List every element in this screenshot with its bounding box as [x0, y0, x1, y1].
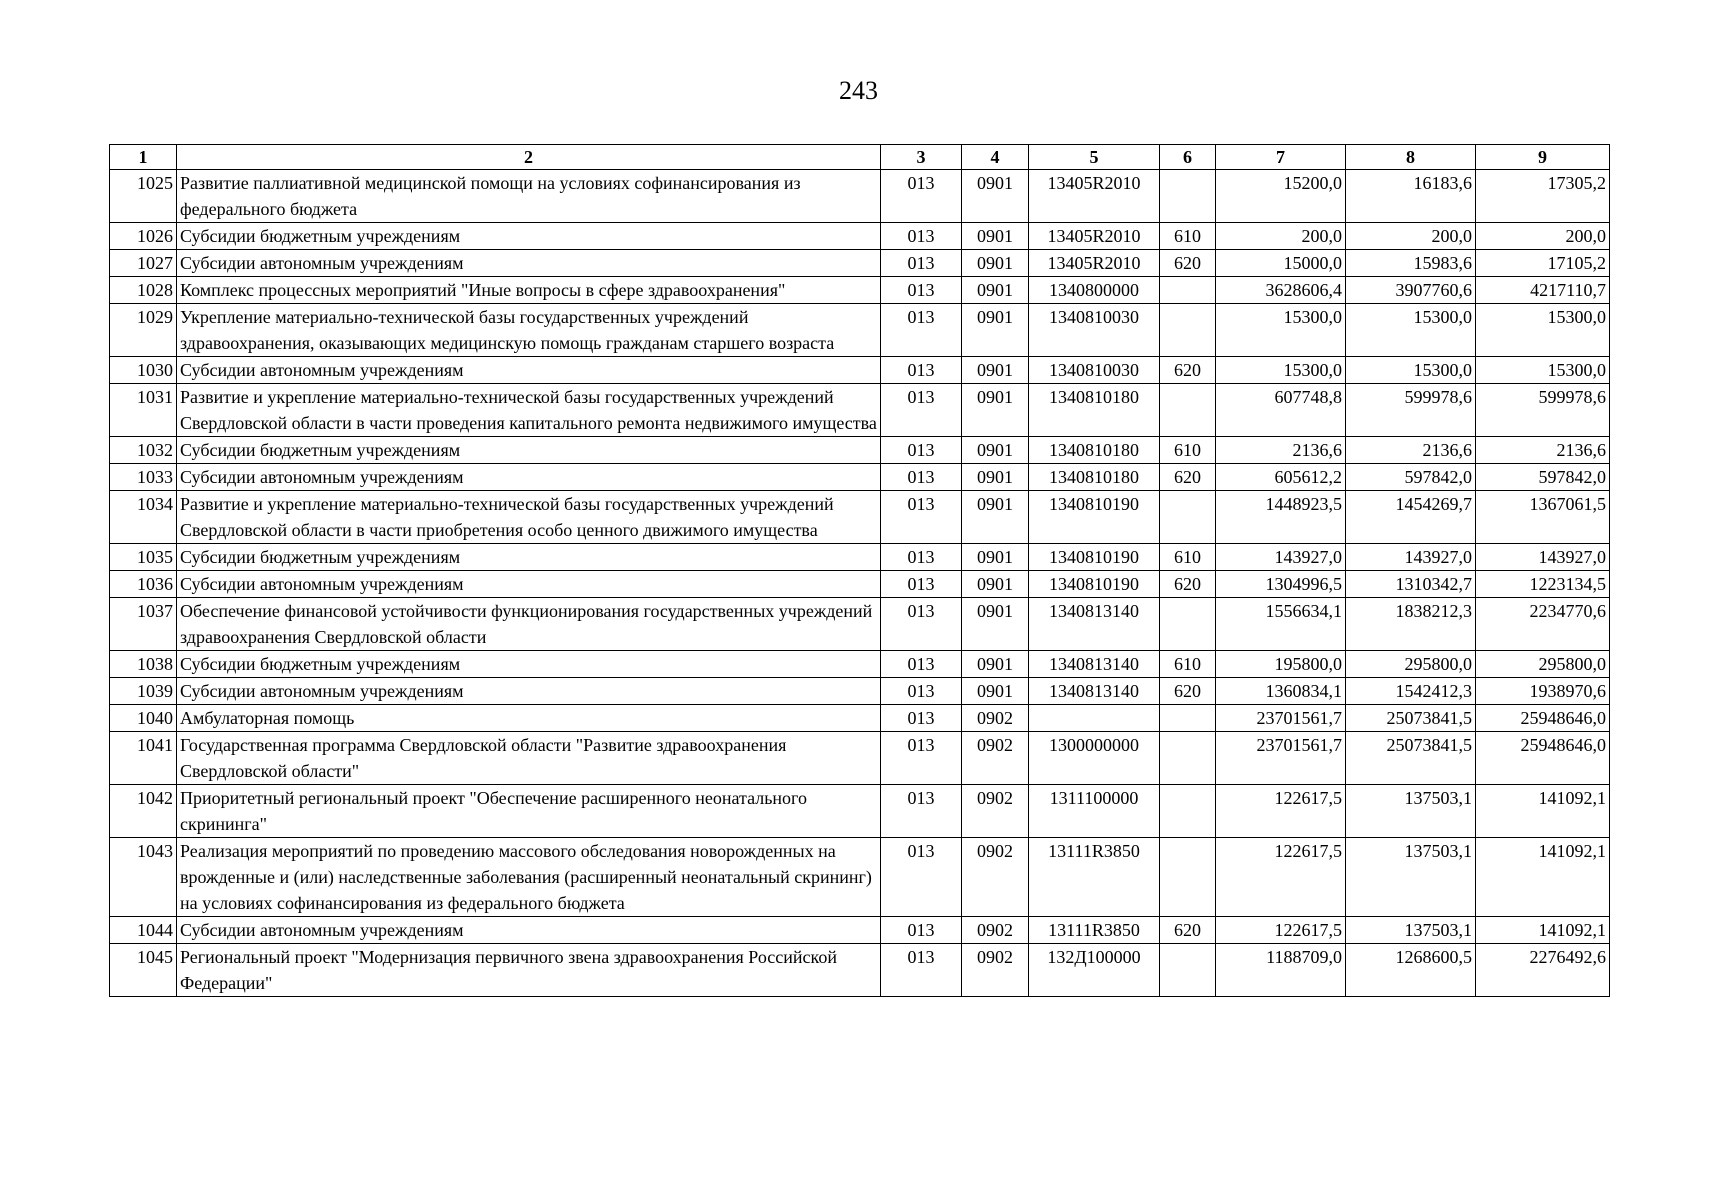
- table-header-row: [110, 145, 1610, 170]
- row-number: 1030: [110, 357, 177, 384]
- row-name: Развитие паллиативной медицинской помощи на условиях софинансирования из федерального бюджета: [177, 170, 881, 223]
- row-name: Развитие и укрепление материально-технической базы государственных учреждений Свердловской области в части приобретения особо ценного движимого имущества: [177, 491, 881, 544]
- amount-col7: 195800,0: [1216, 651, 1346, 678]
- amount-col8: 137503,1: [1346, 785, 1476, 838]
- code-ministry: 013: [881, 944, 962, 997]
- table-row: [110, 678, 1610, 705]
- code-target: 13111R3850: [1029, 917, 1160, 944]
- code-expense-type: 610: [1160, 437, 1216, 464]
- code-ministry: 013: [881, 304, 962, 357]
- amount-col7: 122617,5: [1216, 917, 1346, 944]
- row-number: 1032: [110, 437, 177, 464]
- row-name: Приоритетный региональный проект "Обеспечение расширенного неонатального скрининга": [177, 785, 881, 838]
- code-section: 0901: [962, 491, 1029, 544]
- code-expense-type: 610: [1160, 651, 1216, 678]
- row-name: Комплекс процессных мероприятий "Иные вопросы в сфере здравоохранения": [177, 277, 881, 304]
- code-section: 0902: [962, 732, 1029, 785]
- code-expense-type: [1160, 170, 1216, 223]
- amount-col8: 15983,6: [1346, 250, 1476, 277]
- table-row: [110, 464, 1610, 491]
- amount-col9: 141092,1: [1476, 785, 1610, 838]
- code-expense-type: [1160, 944, 1216, 997]
- amount-col7: 1556634,1: [1216, 598, 1346, 651]
- code-expense-type: [1160, 491, 1216, 544]
- column-header: 1: [110, 145, 177, 170]
- column-header: 9: [1476, 145, 1610, 170]
- amount-col9: 25948646,0: [1476, 732, 1610, 785]
- code-section: 0901: [962, 437, 1029, 464]
- amount-col8: 25073841,5: [1346, 705, 1476, 732]
- row-number: 1028: [110, 277, 177, 304]
- code-ministry: 013: [881, 838, 962, 917]
- amount-col7: 200,0: [1216, 223, 1346, 250]
- column-header: 3: [881, 145, 962, 170]
- code-ministry: 013: [881, 917, 962, 944]
- amount-col9: 1938970,6: [1476, 678, 1610, 705]
- code-target: 13405R2010: [1029, 250, 1160, 277]
- column-header: 7: [1216, 145, 1346, 170]
- table-row: [110, 250, 1610, 277]
- row-number: 1038: [110, 651, 177, 678]
- code-expense-type: [1160, 304, 1216, 357]
- amount-col7: 122617,5: [1216, 785, 1346, 838]
- amount-col8: 1454269,7: [1346, 491, 1476, 544]
- code-target: 13111R3850: [1029, 838, 1160, 917]
- amount-col7: 1448923,5: [1216, 491, 1346, 544]
- row-name: Субсидии автономным учреждениям: [177, 464, 881, 491]
- amount-col8: 599978,6: [1346, 384, 1476, 437]
- table-row: [110, 598, 1610, 651]
- row-number: 1025: [110, 170, 177, 223]
- column-header: 6: [1160, 145, 1216, 170]
- row-number: 1040: [110, 705, 177, 732]
- code-section: 0901: [962, 598, 1029, 651]
- code-ministry: 013: [881, 437, 962, 464]
- amount-col7: 23701561,7: [1216, 732, 1346, 785]
- table-row: [110, 944, 1610, 997]
- code-section: 0901: [962, 304, 1029, 357]
- code-target: 1340813140: [1029, 651, 1160, 678]
- amount-col9: 15300,0: [1476, 357, 1610, 384]
- table-row: [110, 785, 1610, 838]
- code-target: 13405R2010: [1029, 170, 1160, 223]
- row-number: 1034: [110, 491, 177, 544]
- amount-col9: 141092,1: [1476, 917, 1610, 944]
- code-expense-type: [1160, 732, 1216, 785]
- code-ministry: 013: [881, 277, 962, 304]
- budget-table: [109, 144, 1610, 997]
- code-section: 0902: [962, 705, 1029, 732]
- code-expense-type: 620: [1160, 464, 1216, 491]
- code-target: 1340810190: [1029, 544, 1160, 571]
- code-expense-type: 620: [1160, 917, 1216, 944]
- code-ministry: 013: [881, 384, 962, 437]
- code-target: 1340810180: [1029, 437, 1160, 464]
- code-section: 0901: [962, 678, 1029, 705]
- amount-col9: 1223134,5: [1476, 571, 1610, 598]
- code-expense-type: 610: [1160, 544, 1216, 571]
- amount-col7: 15300,0: [1216, 357, 1346, 384]
- code-section: 0902: [962, 917, 1029, 944]
- code-section: 0901: [962, 464, 1029, 491]
- code-expense-type: 620: [1160, 571, 1216, 598]
- code-section: 0901: [962, 571, 1029, 598]
- code-section: 0901: [962, 544, 1029, 571]
- amount-col9: 2234770,6: [1476, 598, 1610, 651]
- amount-col9: 17305,2: [1476, 170, 1610, 223]
- amount-col9: 2276492,6: [1476, 944, 1610, 997]
- row-name: Субсидии бюджетным учреждениям: [177, 437, 881, 464]
- amount-col9: 200,0: [1476, 223, 1610, 250]
- row-number: 1031: [110, 384, 177, 437]
- column-header: 5: [1029, 145, 1160, 170]
- code-target: 1340800000: [1029, 277, 1160, 304]
- table-row: [110, 170, 1610, 223]
- code-expense-type: [1160, 785, 1216, 838]
- table-row: [110, 838, 1610, 917]
- row-number: 1045: [110, 944, 177, 997]
- code-section: 0901: [962, 384, 1029, 437]
- code-section: 0901: [962, 223, 1029, 250]
- row-name: Субсидии автономным учреждениям: [177, 917, 881, 944]
- amount-col7: 1304996,5: [1216, 571, 1346, 598]
- amount-col7: 15000,0: [1216, 250, 1346, 277]
- code-section: 0901: [962, 250, 1029, 277]
- code-expense-type: [1160, 705, 1216, 732]
- code-section: 0902: [962, 785, 1029, 838]
- row-number: 1044: [110, 917, 177, 944]
- amount-col9: 2136,6: [1476, 437, 1610, 464]
- code-expense-type: [1160, 838, 1216, 917]
- row-name: Субсидии автономным учреждениям: [177, 571, 881, 598]
- table-row: [110, 732, 1610, 785]
- amount-col8: 16183,6: [1346, 170, 1476, 223]
- row-number: 1029: [110, 304, 177, 357]
- code-ministry: 013: [881, 250, 962, 277]
- amount-col7: 23701561,7: [1216, 705, 1346, 732]
- amount-col8: 2136,6: [1346, 437, 1476, 464]
- code-expense-type: [1160, 384, 1216, 437]
- code-expense-type: [1160, 598, 1216, 651]
- row-name: Региональный проект "Модернизация первичного звена здравоохранения Российской Федерации": [177, 944, 881, 997]
- code-target: 1300000000: [1029, 732, 1160, 785]
- code-ministry: 013: [881, 491, 962, 544]
- row-number: 1042: [110, 785, 177, 838]
- code-ministry: 013: [881, 598, 962, 651]
- amount-col9: 141092,1: [1476, 838, 1610, 917]
- amount-col8: 137503,1: [1346, 917, 1476, 944]
- code-ministry: 013: [881, 705, 962, 732]
- amount-col7: 143927,0: [1216, 544, 1346, 571]
- amount-col7: 607748,8: [1216, 384, 1346, 437]
- amount-col7: 605612,2: [1216, 464, 1346, 491]
- code-ministry: 013: [881, 223, 962, 250]
- row-number: 1043: [110, 838, 177, 917]
- row-name: Субсидии автономным учреждениям: [177, 357, 881, 384]
- page-number: 243: [839, 76, 878, 105]
- column-header: 8: [1346, 145, 1476, 170]
- code-target: [1029, 705, 1160, 732]
- code-expense-type: [1160, 277, 1216, 304]
- amount-col7: 15200,0: [1216, 170, 1346, 223]
- amount-col9: 25948646,0: [1476, 705, 1610, 732]
- code-ministry: 013: [881, 651, 962, 678]
- amount-col8: 1542412,3: [1346, 678, 1476, 705]
- amount-col8: 137503,1: [1346, 838, 1476, 917]
- table-row: [110, 917, 1610, 944]
- row-name: Обеспечение финансовой устойчивости функционирования государственных учреждений здравоохранения Свердловской области: [177, 598, 881, 651]
- column-header: 4: [962, 145, 1029, 170]
- table-row: [110, 277, 1610, 304]
- row-name: Реализация мероприятий по проведению массового обследования новорожденных на врожденные и (или) наследственные заболевания (расширенный неонатальный скрининг) на условиях софинансирования из федерального бюджета: [177, 838, 881, 917]
- row-number: 1036: [110, 571, 177, 598]
- code-ministry: 013: [881, 732, 962, 785]
- row-number: 1033: [110, 464, 177, 491]
- row-number: 1027: [110, 250, 177, 277]
- amount-col9: 295800,0: [1476, 651, 1610, 678]
- code-section: 0902: [962, 838, 1029, 917]
- amount-col8: 25073841,5: [1346, 732, 1476, 785]
- code-target: 1311100000: [1029, 785, 1160, 838]
- column-header: 2: [177, 145, 881, 170]
- amount-col7: 2136,6: [1216, 437, 1346, 464]
- code-target: 132Д100000: [1029, 944, 1160, 997]
- row-name: Развитие и укрепление материально-технической базы государственных учреждений Свердловской области в части проведения капитального ремонта недвижимого имущества: [177, 384, 881, 437]
- code-expense-type: 620: [1160, 678, 1216, 705]
- amount-col9: 1367061,5: [1476, 491, 1610, 544]
- code-target: 13405R2010: [1029, 223, 1160, 250]
- table-row: [110, 571, 1610, 598]
- amount-col7: 3628606,4: [1216, 277, 1346, 304]
- table-row: [110, 651, 1610, 678]
- row-name: Субсидии бюджетным учреждениям: [177, 544, 881, 571]
- code-target: 1340813140: [1029, 598, 1160, 651]
- code-target: 1340813140: [1029, 678, 1160, 705]
- amount-col8: 15300,0: [1346, 357, 1476, 384]
- amount-col9: 15300,0: [1476, 304, 1610, 357]
- code-expense-type: 620: [1160, 357, 1216, 384]
- row-name: Амбулаторная помощь: [177, 705, 881, 732]
- code-ministry: 013: [881, 544, 962, 571]
- code-expense-type: 620: [1160, 250, 1216, 277]
- row-name: Субсидии автономным учреждениям: [177, 678, 881, 705]
- code-target: 1340810180: [1029, 384, 1160, 437]
- amount-col8: 200,0: [1346, 223, 1476, 250]
- table-row: [110, 491, 1610, 544]
- table-row: [110, 705, 1610, 732]
- code-section: 0901: [962, 357, 1029, 384]
- amount-col9: 599978,6: [1476, 384, 1610, 437]
- table-row: [110, 357, 1610, 384]
- amount-col9: 17105,2: [1476, 250, 1610, 277]
- code-ministry: 013: [881, 571, 962, 598]
- code-section: 0901: [962, 170, 1029, 223]
- code-target: 1340810180: [1029, 464, 1160, 491]
- code-ministry: 013: [881, 357, 962, 384]
- code-target: 1340810030: [1029, 357, 1160, 384]
- row-name: Субсидии бюджетным учреждениям: [177, 651, 881, 678]
- code-target: 1340810190: [1029, 571, 1160, 598]
- table-row: [110, 544, 1610, 571]
- code-ministry: 013: [881, 678, 962, 705]
- code-ministry: 013: [881, 785, 962, 838]
- amount-col8: 143927,0: [1346, 544, 1476, 571]
- code-expense-type: 610: [1160, 223, 1216, 250]
- code-section: 0901: [962, 277, 1029, 304]
- amount-col8: 295800,0: [1346, 651, 1476, 678]
- row-number: 1039: [110, 678, 177, 705]
- code-section: 0901: [962, 651, 1029, 678]
- amount-col8: 597842,0: [1346, 464, 1476, 491]
- amount-col8: 1838212,3: [1346, 598, 1476, 651]
- row-name: Субсидии автономным учреждениям: [177, 250, 881, 277]
- row-number: 1026: [110, 223, 177, 250]
- row-number: 1037: [110, 598, 177, 651]
- row-number: 1041: [110, 732, 177, 785]
- table-row: [110, 304, 1610, 357]
- row-name: Субсидии бюджетным учреждениям: [177, 223, 881, 250]
- table-row: [110, 223, 1610, 250]
- code-ministry: 013: [881, 170, 962, 223]
- table-row: [110, 437, 1610, 464]
- amount-col9: 597842,0: [1476, 464, 1610, 491]
- amount-col7: 1360834,1: [1216, 678, 1346, 705]
- code-ministry: 013: [881, 464, 962, 491]
- amount-col8: 3907760,6: [1346, 277, 1476, 304]
- amount-col7: 15300,0: [1216, 304, 1346, 357]
- code-target: 1340810190: [1029, 491, 1160, 544]
- amount-col8: 1310342,7: [1346, 571, 1476, 598]
- code-section: 0902: [962, 944, 1029, 997]
- row-name: Государственная программа Свердловской области "Развитие здравоохранения Свердловской области": [177, 732, 881, 785]
- amount-col7: 1188709,0: [1216, 944, 1346, 997]
- row-number: 1035: [110, 544, 177, 571]
- amount-col8: 1268600,5: [1346, 944, 1476, 997]
- amount-col9: 4217110,7: [1476, 277, 1610, 304]
- amount-col8: 15300,0: [1346, 304, 1476, 357]
- row-name: Укрепление материально-технической базы государственных учреждений здравоохранения, оказывающих медицинскую помощь гражданам старшего возраста: [177, 304, 881, 357]
- amount-col9: 143927,0: [1476, 544, 1610, 571]
- code-target: 1340810030: [1029, 304, 1160, 357]
- amount-col7: 122617,5: [1216, 838, 1346, 917]
- table-row: [110, 384, 1610, 437]
